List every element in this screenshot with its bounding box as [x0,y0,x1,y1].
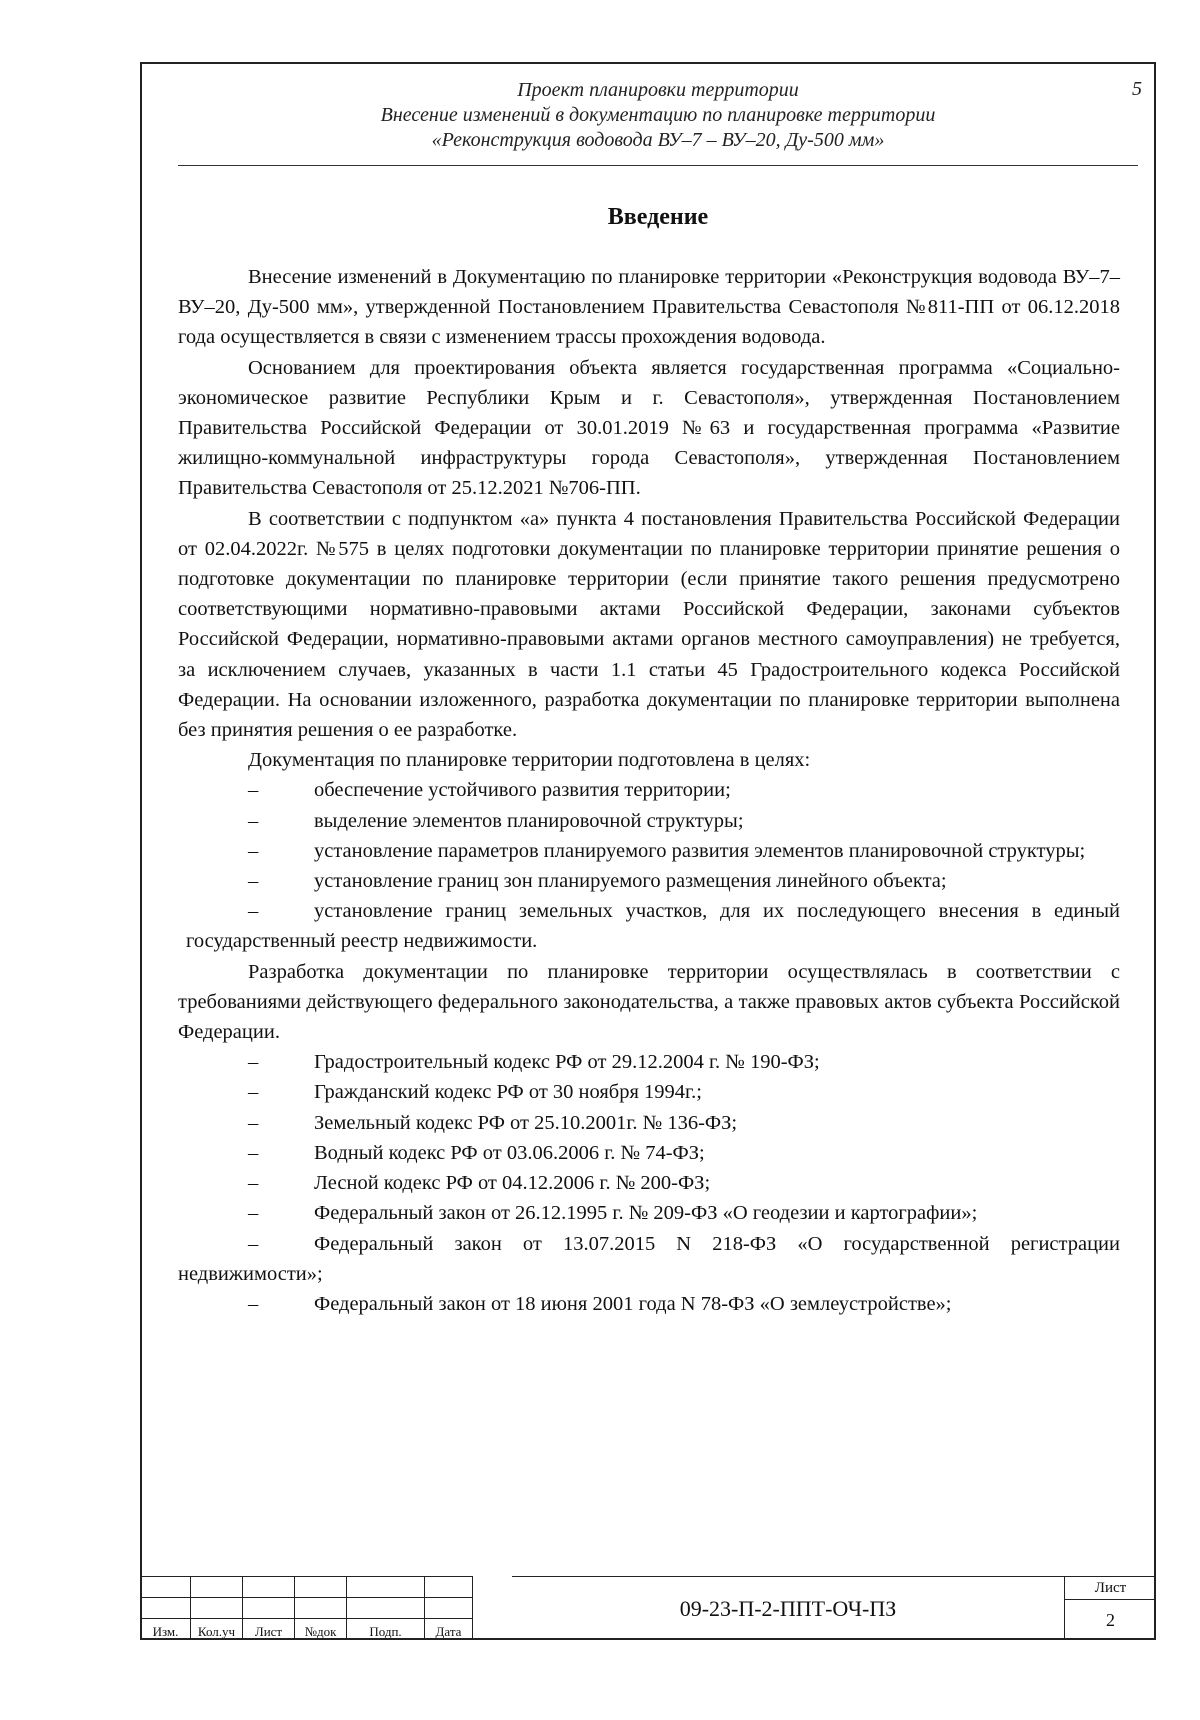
stamp-col-label: Дата [425,1619,473,1640]
stamp-col-label: Кол.уч [191,1619,243,1640]
list-item: – установление параметров планируемого развития элементов планировочной структуры; [178,836,1120,866]
list-item: – Федеральный закон от 26.12.1995 г. № 209-ФЗ «О геодезии и картографии»; [178,1198,1120,1228]
list-dash: – [248,870,259,893]
header-line-1: Проект планировки территории [517,79,799,101]
list-item: – Земельный кодекс РФ от 25.10.2001г. № 136-ФЗ; [178,1108,1120,1138]
list-dash: – [248,900,259,923]
list-dash: – [248,1141,259,1164]
header-line-2: Внесение изменений в документацию по планировке территории [380,104,936,126]
list-item: – установление границ зон планируемого размещения линейного объекта; [178,866,1120,896]
sheet-label: Лист [1065,1577,1156,1600]
document-header [178,78,1138,153]
list-item: – Федеральный закон от 18 июня 2001 года N 78-ФЗ «О землеустройстве»; [178,1289,1120,1319]
list-item: – Водный кодекс РФ от 03.06.2006 г. № 74-ФЗ; [178,1138,1120,1168]
stamp-col-label: Подп. [347,1619,425,1640]
list-dash: – [248,1081,259,1104]
list-item: – Лесной кодекс РФ от 04.12.2006 г. № 200-ФЗ; [178,1168,1120,1198]
list-dash: – [248,809,259,832]
paragraph-goals-intro: Документация по планировке территории подготовлена в целях: [248,749,811,772]
header-divider [178,165,1138,166]
paragraph-regulations: Разработка документации по планировке территории осуществлялась в соответствии с требованиями действующего федерального законодательства, а также правовых актов субъекта Российской Федерации. [178,960,1120,1044]
page-number: 5 [1132,78,1142,100]
list-dash: – [248,1292,259,1315]
paragraph-basis: Основанием для проектирования объекта является государственная программа «Социально-экономическое развитие Республики Крым и г. Севастополя», утвержденная Постановлением Правительства Российской Федерации от 30.01.2019 №63 и государственная программа «Развитие жилищно-коммунальной инфраструктуры города Севастополя», утвержденная Постановлением Правительства Севастополя от 25.12.2021 №706-ПП. [178,356,1120,500]
list-dash: – [248,1232,259,1255]
header-line-3: «Реконструкция водовода ВУ–7 – ВУ–20, Ду-500 мм» [431,129,885,151]
document-body [178,262,1120,1319]
stamp-col-label: Изм. [141,1619,191,1640]
paragraph-intro: Внесение изменений в Документацию по планировке территории «Реконструкция водовода ВУ–7–ВУ–20, Ду-500 мм», утвержденной Постановлением Правительства Севастополя №811-ПП от 06.12.2018 года осуществляется в связи с изменением трассы прохождения водовода. [178,266,1120,349]
title-block-stamp [140,1576,1156,1640]
revision-table [140,1576,473,1640]
stamp-col-label: Лист [243,1619,295,1640]
list-dash: – [248,1111,259,1134]
list-dash: – [248,1172,259,1195]
sheet-number: 2 [1106,1610,1115,1630]
list-dash: – [248,1202,259,1225]
paragraph-decision: В соответствии с подпунктом «а» пункта 4 постановления Правительства Российской Федерации от 02.04.2022г. №575 в целях подготовки документации по планировке территории принятие решения о подготовке документации по планировке территории (если принятие такого решения предусмотрено соответствующими нормативно-правовыми актами Российской Федерации, законами субъектов Российской Федерации, нормативно-правовыми актами органов местного самоуправления) не требуется, за исключением случаев, указанных в части 1.1 статьи 45 Градостроительного кодекса Российской Федерации. На основании изложенного, разработка документации по планировке территории выполнена без принятия решения о ее разработке. [178,507,1120,742]
sheet-cell [1064,1576,1156,1640]
list-dash: – [248,779,259,802]
list-item: – выделение элементов планировочной структуры; [178,806,1120,836]
stamp-col-label: №док [295,1619,347,1640]
document-code: 09-23-П-2-ППТ-ОЧ-ПЗ [512,1576,1064,1641]
list-item: – Федеральный закон от 13.07.2015 N 218-ФЗ «О государственной регистрации недвижимости»; [178,1229,1120,1289]
list-dash: – [248,839,259,862]
section-title: Введение [607,204,709,230]
list-dash: – [248,1051,259,1074]
list-item: – установление границ земельных участков, для их последующего внесения в единый государственный реестр недвижимости. [178,896,1120,956]
list-item: – Градостроительный кодекс РФ от 29.12.2004 г. № 190-ФЗ; [178,1047,1120,1077]
list-item: – Гражданский кодекс РФ от 30 ноября 1994г.; [178,1077,1120,1107]
list-item: – обеспечение устойчивого развития территории; [178,775,1120,805]
